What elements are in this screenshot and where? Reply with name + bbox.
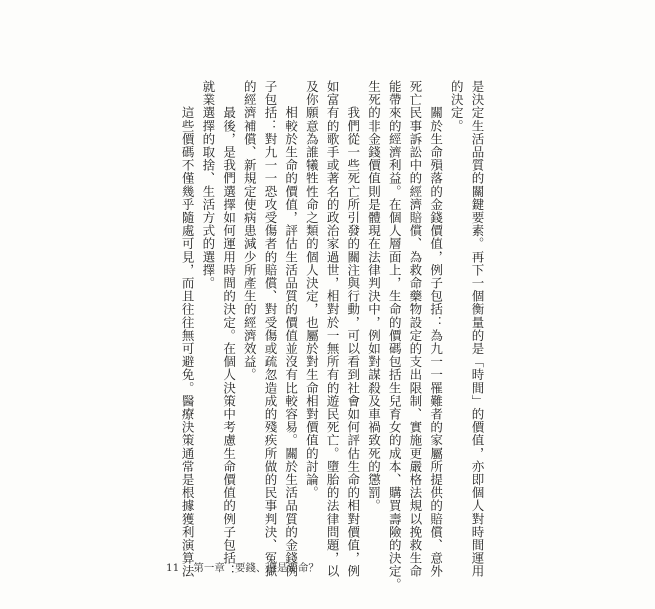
text-column-2: 的決定。 xyxy=(449,80,465,133)
text-column-5: 能帶來的經濟利益。在個人層面上，生命的價碼包括生兒育女的成本、購買壽險的決定。 xyxy=(387,80,403,591)
chapter-title: 要錢、還是要命？ xyxy=(234,562,319,574)
text-column-15: 這些價碼不僅幾乎隨處可見，而且往往無可避免。醫療決策通常是根據獲利演算法 xyxy=(180,80,196,578)
text-column-3: 關於生命殞落的金錢價值，例子包括：為九一一罹難者的家屬所提供的賠償、意外 xyxy=(428,80,444,578)
text-column-1: 是決定生活品質的關鍵要素。再下一個衡量的是「時間」的價值，亦即個人對時間運用 xyxy=(470,80,485,578)
page-footer xyxy=(166,560,319,575)
text-column-9: 及你願意為誰犧牲性命之類的個人決定，也屬於對生命相對價值的討論。 xyxy=(304,80,320,500)
text-column-4: 死亡民事訴訟中的經濟賠償、為救命藥物設定的支出限制、實施更嚴格法規以挽救生命 xyxy=(407,80,423,578)
chapter-label: 第一章 xyxy=(193,562,225,574)
page-number: 11 xyxy=(166,562,180,574)
text-column-7: 我們從一些死亡所引發的關注與行動，可以看到社會如何評估生命的相對價值，例 xyxy=(345,80,361,578)
text-column-10: 相較於生命的價值，評估生活品質的價值並沒有比較容易。關於生活品質的金錢例 xyxy=(283,80,299,578)
text-column-8: 如富有的歌手或著名的政治家過世，相對於一無所有的遊民死亡。墮胎的法律問題，以 xyxy=(325,80,341,578)
text-column-14: 就業選擇的取捨、生活方式的選擇。 xyxy=(200,80,216,290)
text-column-11: 子包括：對九一一恐攻受傷者的賠償、對受傷或疏忽造成的殘疾所做的民事判決、冤獄 xyxy=(262,80,278,578)
body-text xyxy=(176,80,487,591)
text-column-12: 的經濟補償、新規定使病患減少所產生的經濟效益。 xyxy=(242,80,258,382)
text-column-13: 最後，是我們選擇如何運用時間的決定。在個人決策中考慮生命價值的例子包括： xyxy=(221,80,237,578)
text-column-6: 生死的非金錢價值則是體現在法律判決中，例如對謀殺及車禍致死的懲罰。 xyxy=(366,80,382,513)
